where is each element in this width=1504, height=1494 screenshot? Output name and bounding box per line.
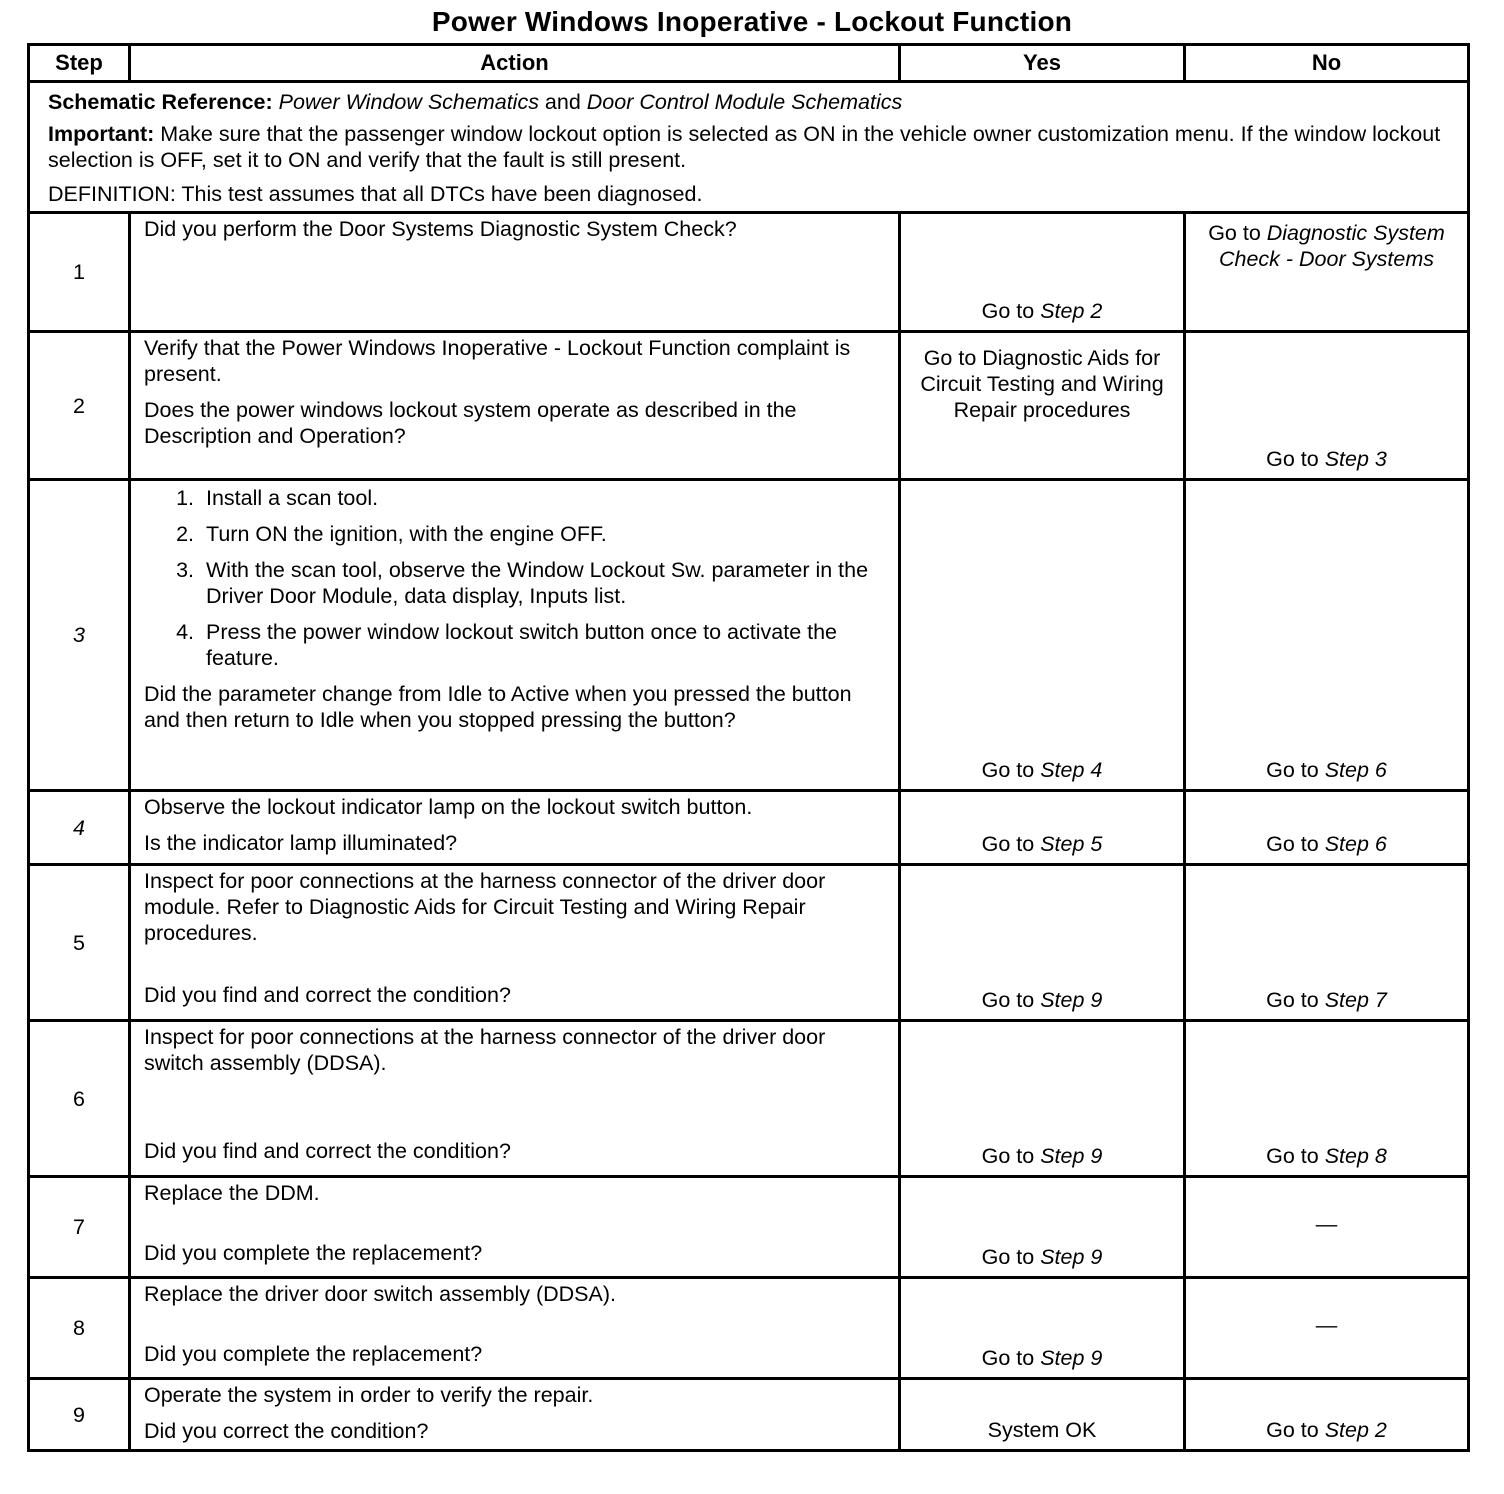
definition-note: DEFINITION: This test assumes that all DTCs have been diagnosed. bbox=[48, 182, 703, 206]
go-to-text: Go to bbox=[981, 832, 1041, 856]
step-ref: Step 8 bbox=[1324, 1144, 1387, 1168]
action-cell bbox=[130, 1278, 900, 1379]
step-number: 3 bbox=[29, 480, 130, 791]
action-cell bbox=[130, 1021, 900, 1177]
yes-cell bbox=[900, 332, 1185, 480]
table-row bbox=[29, 1021, 1469, 1177]
go-to-text: Go to bbox=[981, 1245, 1041, 1269]
important-label: Important: bbox=[48, 122, 155, 146]
step-ref: Step 9 bbox=[1040, 988, 1103, 1012]
step-number: 9 bbox=[29, 1379, 130, 1451]
table-row bbox=[29, 480, 1469, 791]
step-ref: Step 2 bbox=[1040, 299, 1103, 323]
action-text: Replace the driver door switch assembly (DDSA). bbox=[144, 1282, 616, 1306]
table-row bbox=[29, 791, 1469, 865]
go-to-text: Go to bbox=[1266, 758, 1325, 782]
go-to-text: Go to bbox=[981, 299, 1041, 323]
go-to-text: Go to bbox=[1266, 447, 1325, 471]
list-item: 3. With the scan tool, observe the Window Lockout Sw. parameter in the Driver Door Module, data display, Inputs list. bbox=[200, 557, 888, 609]
procedure-list bbox=[144, 485, 888, 671]
action-text: Inspect for poor connections at the harness connector of the driver door switch assembly (DDSA). bbox=[144, 1025, 826, 1075]
yes-cell bbox=[900, 1278, 1185, 1379]
go-to-text: Go to bbox=[981, 1346, 1041, 1370]
step-ref: Step 3 bbox=[1324, 447, 1387, 471]
procedure-ref: Diagnostic System Check - Door Systems bbox=[1218, 221, 1445, 271]
header-yes: Yes bbox=[900, 45, 1185, 82]
step-ref: Step 7 bbox=[1324, 988, 1387, 1012]
no-cell bbox=[1185, 865, 1469, 1021]
action-question: Did you correct the condition? bbox=[144, 1419, 429, 1443]
step-ref: Step 9 bbox=[1040, 1245, 1103, 1269]
table-row bbox=[29, 1278, 1469, 1379]
no-cell bbox=[1185, 791, 1469, 865]
no-cell bbox=[1185, 1379, 1469, 1451]
yes-cell bbox=[900, 480, 1185, 791]
notes-row bbox=[29, 82, 1469, 213]
action-question: Did you find and correct the condition? bbox=[144, 1139, 511, 1163]
go-to-text: Go to bbox=[1266, 988, 1325, 1012]
action-question: Does the power windows lockout system operate as described in the Description and Operation? bbox=[144, 398, 797, 448]
yes-cell bbox=[900, 1177, 1185, 1278]
no-cell bbox=[1185, 480, 1469, 791]
go-to-text: Go to bbox=[981, 1144, 1041, 1168]
yes-text: Go to Diagnostic Aids for Circuit Testing and Wiring Repair procedures bbox=[920, 346, 1164, 422]
step-number: 2 bbox=[29, 332, 130, 480]
action-question: Is the indicator lamp illuminated? bbox=[144, 831, 458, 855]
list-item: 1. Install a scan tool. bbox=[200, 485, 888, 511]
table-row bbox=[29, 865, 1469, 1021]
schematic-reference bbox=[48, 89, 1449, 115]
list-item: 4. Press the power window lockout switch button once to activate the feature. bbox=[200, 619, 888, 671]
action-cell bbox=[130, 865, 900, 1021]
yes-cell bbox=[900, 1379, 1185, 1451]
no-cell bbox=[1185, 213, 1469, 332]
step-ref: Step 9 bbox=[1040, 1144, 1103, 1168]
action-text: Did you perform the Door Systems Diagnostic System Check? bbox=[144, 217, 737, 241]
table-row bbox=[29, 1177, 1469, 1278]
important-text: Make sure that the passenger window lockout option is selected as ON in the vehicle owner customization menu. If the window lockout selection is OFF, set it to ON and verify that the fault is still present. bbox=[48, 122, 1441, 172]
step-number: 1 bbox=[29, 213, 130, 332]
yes-cell bbox=[900, 865, 1185, 1021]
no-cell bbox=[1185, 1021, 1469, 1177]
schematic-ref-1: Power Window Schematics bbox=[278, 90, 539, 114]
go-to-text: Go to bbox=[1208, 221, 1267, 245]
go-to-text: Go to bbox=[1266, 832, 1325, 856]
action-text: Verify that the Power Windows Inoperative - Lockout Function complaint is present. bbox=[144, 336, 851, 386]
header-no: No bbox=[1185, 45, 1469, 82]
go-to-text: Go to bbox=[1266, 1418, 1325, 1442]
yes-cell bbox=[900, 791, 1185, 865]
em-dash: — bbox=[1315, 1313, 1338, 1337]
header-row bbox=[29, 45, 1469, 82]
schematic-and: and bbox=[538, 90, 587, 114]
header-action: Action bbox=[130, 45, 900, 82]
action-text: Operate the system in order to verify the repair. bbox=[144, 1383, 594, 1407]
table-row bbox=[29, 1379, 1469, 1451]
action-text: Inspect for poor connections at the harness connector of the driver door module. Refer to Diagnostic Aids for Circuit Testing and Wiring Repair procedures. bbox=[144, 869, 826, 945]
step-number: 8 bbox=[29, 1278, 130, 1379]
yes-cell bbox=[900, 1021, 1185, 1177]
table-row bbox=[29, 332, 1469, 480]
action-question: Did you find and correct the condition? bbox=[144, 983, 511, 1007]
no-cell bbox=[1185, 1177, 1469, 1278]
step-number: 7 bbox=[29, 1177, 130, 1278]
action-question: Did you complete the replacement? bbox=[144, 1241, 483, 1265]
em-dash: — bbox=[1315, 1212, 1338, 1236]
step-number: 5 bbox=[29, 865, 130, 1021]
action-cell bbox=[130, 480, 900, 791]
schematic-ref-2: Door Control Module Schematics bbox=[586, 90, 903, 114]
step-ref: Step 6 bbox=[1324, 832, 1387, 856]
go-to-text: Go to bbox=[981, 758, 1041, 782]
list-item: 2. Turn ON the ignition, with the engine OFF. bbox=[200, 521, 888, 547]
yes-cell bbox=[900, 213, 1185, 332]
no-cell bbox=[1185, 1278, 1469, 1379]
important-note bbox=[48, 121, 1449, 173]
yes-text: System OK bbox=[987, 1418, 1097, 1442]
step-number: 6 bbox=[29, 1021, 130, 1177]
no-cell bbox=[1185, 332, 1469, 480]
step-ref: Step 6 bbox=[1324, 758, 1387, 782]
header-step: Step bbox=[29, 45, 130, 82]
action-text: Replace the DDM. bbox=[144, 1181, 320, 1205]
action-cell bbox=[130, 213, 900, 332]
page-title: Power Windows Inoperative - Lockout Function bbox=[431, 6, 1073, 37]
go-to-text: Go to bbox=[981, 988, 1041, 1012]
action-question: Did the parameter change from Idle to Active when you pressed the button and then return to Idle when you stopped pressing the button? bbox=[144, 682, 852, 732]
step-ref: Step 4 bbox=[1040, 758, 1103, 782]
action-question: Did you complete the replacement? bbox=[144, 1342, 483, 1366]
action-text: Observe the lockout indicator lamp on the lockout switch button. bbox=[144, 795, 753, 819]
go-to-text: Go to bbox=[1266, 1144, 1325, 1168]
action-cell bbox=[130, 1379, 900, 1451]
step-ref: Step 2 bbox=[1324, 1418, 1387, 1442]
step-ref: Step 9 bbox=[1040, 1346, 1103, 1370]
diagnostic-table bbox=[27, 43, 1470, 1452]
step-ref: Step 5 bbox=[1040, 832, 1103, 856]
table-row bbox=[29, 213, 1469, 332]
schematic-label: Schematic Reference: bbox=[48, 90, 273, 114]
action-cell bbox=[130, 1177, 900, 1278]
step-number: 4 bbox=[29, 791, 130, 865]
notes-cell bbox=[29, 82, 1469, 213]
action-cell bbox=[130, 791, 900, 865]
action-cell bbox=[130, 332, 900, 480]
